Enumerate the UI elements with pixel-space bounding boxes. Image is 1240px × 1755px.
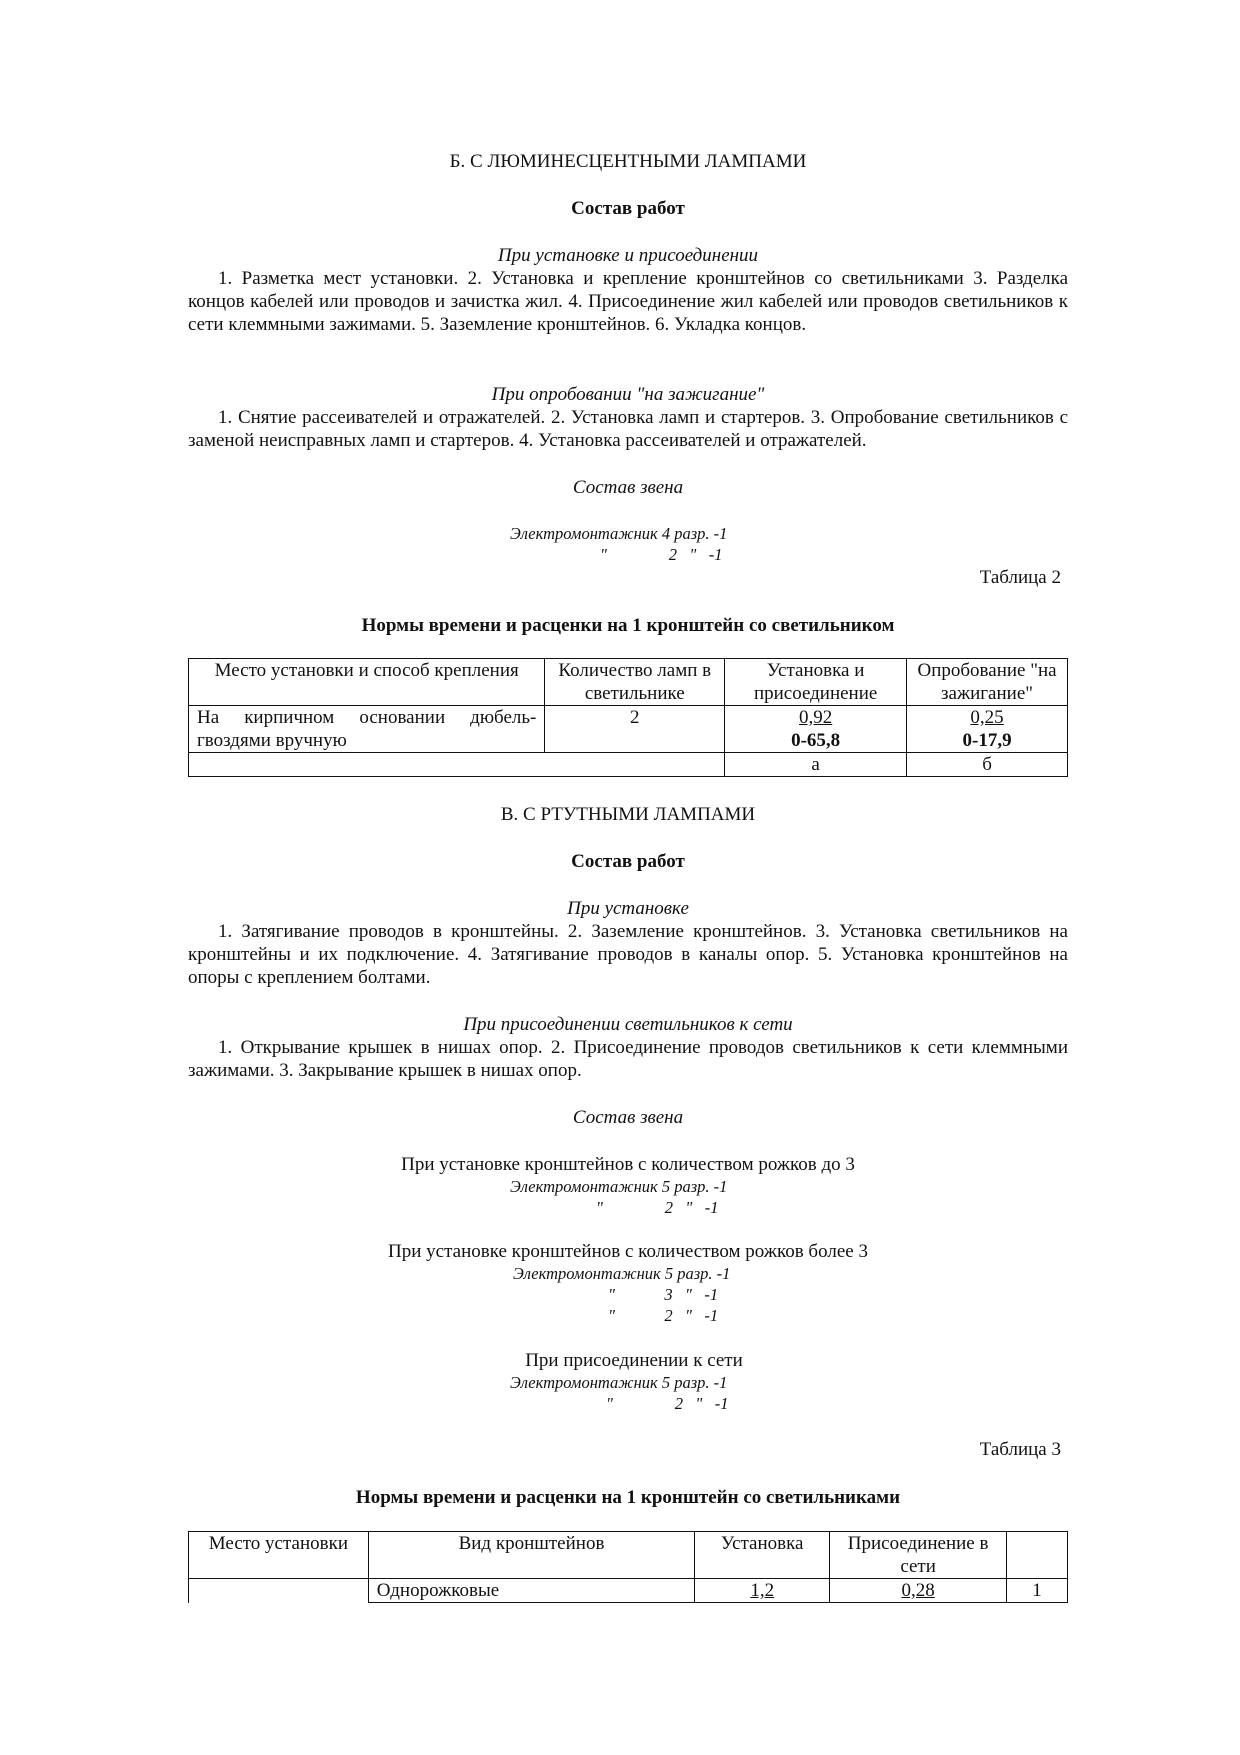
table-cell-empty	[189, 753, 725, 777]
table-header-cell: Количество ламп в светильнике	[545, 659, 725, 706]
table-cell-connect	[830, 1579, 1007, 1603]
section-b-crew-title: Состав звена	[572, 477, 684, 498]
section-c-sub1-text: 1. Затягивание проводов в кронштейны. 2. Заземление кронштейнов. 3. Установка светильников на кронштейны и их подключение. 4. Затягивание проводов в каналы опор. 5. Установка кронштейнов на опоры с креплением болтами.	[188, 921, 1068, 988]
crew-a-line2: " 2 " -1	[596, 1198, 719, 1217]
section-b-sub2-text: 1. Снятие рассеивателей и отражателей. 2. Установка ламп и стартеров. 3. Опробование светильников с заменой неисправных ламп и стартеров. 4. Установка рассеивателей и отражателей.	[188, 407, 1068, 451]
section-c-heading: В. С РТУТНЫМИ ЛАМПАМИ	[500, 804, 756, 825]
test-time-value: 0,25	[970, 707, 1004, 728]
table2	[188, 658, 1068, 777]
table-header-cell: Вид кронштейнов	[368, 1532, 694, 1579]
table2-label: Таблица 2	[979, 567, 1061, 588]
section-c-sub2-title: При присоединении светильников к сети	[463, 1014, 793, 1035]
table-letters-row	[189, 753, 1068, 777]
table-cell-place	[189, 1579, 369, 1603]
section-b-sub2-title: При опробовании "на зажигание"	[491, 384, 765, 405]
section-b-sub1-text: 1. Разметка мест установки. 2. Установка и крепление кронштейнов со светильниками 3. Разделка концов кабелей или проводов и зачистка жил. 4. Присоединение жил кабелей или проводов светильников к сети клеммными зажимами. 5. Заземление кронштейнов. 6. Укладка концов.	[188, 268, 1068, 335]
crew-a-line1: Электромонтажник 5 разр. -1	[510, 1177, 728, 1196]
crew-b-line1: Электромонтажник 5 разр. -1	[513, 1264, 731, 1283]
table-header-cell: Опробование "на зажигание"	[907, 659, 1068, 706]
table-header-row	[189, 659, 1068, 706]
table3-title: Нормы времени и расценки на 1 кронштейн со светильниками	[355, 1487, 901, 1508]
section-c-sub2-text: 1. Открывание крышек в нишах опор. 2. Присоединение проводов светильников к сети клеммными зажимами. 3. Закрывание крышек в нишах опор.	[188, 1037, 1068, 1081]
table3	[188, 1531, 1068, 1603]
crew-b-title: При установке кронштейнов с количеством рожков более 3	[388, 1241, 868, 1262]
table-cell-kind: Однорожковые	[368, 1579, 694, 1603]
table-header-cell	[1007, 1532, 1068, 1579]
section-b-sub1-title: При установке и присоединении	[497, 245, 759, 266]
install-time-value: 0,92	[799, 707, 833, 728]
table-row	[189, 1579, 1068, 1603]
table-cell-lamps: 2	[545, 706, 725, 753]
section-b-crew-line2: " 2 " -1	[600, 545, 723, 564]
crew-b-line2: " 3 " -1	[608, 1285, 719, 1304]
table-header-cell: Установка и присоединение	[725, 659, 907, 706]
section-c-crew-title: Состав звена	[572, 1107, 684, 1128]
table3-label: Таблица 3	[979, 1439, 1061, 1460]
table-header-row	[189, 1532, 1068, 1579]
table-header-cell: Место установки и способ крепления	[189, 659, 545, 706]
table-cell-test	[907, 706, 1068, 753]
table-cell-install	[695, 1579, 830, 1603]
test-price-value: 0-17,9	[962, 730, 1012, 751]
table-cell-letter-a: а	[725, 753, 907, 777]
table-cell-letter-b: б	[907, 753, 1068, 777]
section-c-sub1-title: При установке	[567, 898, 689, 919]
connect-value: 0,28	[901, 1580, 935, 1601]
table2-title: Нормы времени и расценки на 1 кронштейн со светильником	[361, 615, 895, 636]
section-b-work-title: Состав работ	[571, 198, 685, 219]
crew-c-line2: " 2 " -1	[606, 1394, 729, 1413]
crew-a-title: При установке кронштейнов с количеством рожков до 3	[401, 1154, 855, 1175]
table-row	[189, 706, 1068, 753]
section-c-work-title: Состав работ	[571, 851, 685, 872]
table-header-cell: Место установки	[189, 1532, 369, 1579]
table-header-cell: Установка	[695, 1532, 830, 1579]
crew-b-line3: " 2 " -1	[608, 1306, 719, 1325]
section-b-heading: Б. С ЛЮМИНЕСЦЕНТНЫМИ ЛАМПАМИ	[449, 151, 807, 172]
crew-c-title: При присоединении к сети	[525, 1350, 743, 1371]
table-cell-num: 1	[1007, 1579, 1068, 1603]
table-cell-place: На кирпичном основании дюбель-гвоздями вручную	[189, 706, 545, 753]
install-price-value: 0-65,8	[791, 730, 841, 751]
section-b-crew-line1: Электромонтажник 4 разр. -1	[510, 524, 728, 543]
table-header-cell: Присоединение в сети	[830, 1532, 1007, 1579]
crew-c-line1: Электромонтажник 5 разр. -1	[510, 1373, 728, 1392]
table-cell-install	[725, 706, 907, 753]
install-value: 1,2	[750, 1580, 775, 1601]
